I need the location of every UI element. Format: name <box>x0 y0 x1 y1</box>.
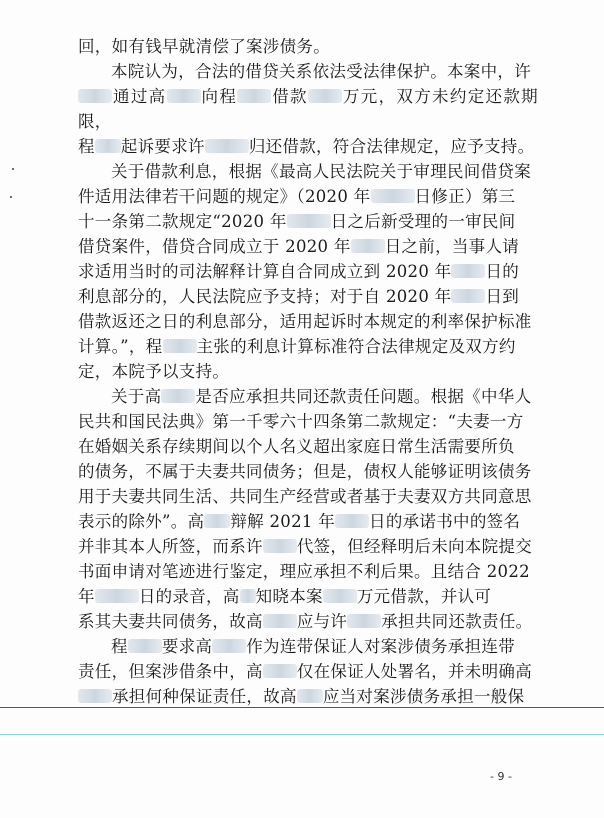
redaction-blur <box>451 264 485 278</box>
text-segment: 是否应承担共同还款责任问题。根据《中华人 <box>195 387 532 406</box>
text-segment: 辩解 2021 年 <box>230 512 336 531</box>
text-segment: 日修正）第三 <box>414 187 516 206</box>
redaction-blur <box>263 539 297 553</box>
text-line <box>78 634 538 659</box>
redaction-blur <box>371 189 415 203</box>
text-line <box>78 184 538 209</box>
redaction-blur <box>212 639 246 653</box>
text-segment: 用于夫妻共同生活、共同生产经营或者基于夫妻双方共同意思 <box>78 487 532 506</box>
text-line <box>78 59 538 84</box>
redaction-blur <box>95 139 121 153</box>
text-line <box>78 309 538 334</box>
text-segment: 日的 <box>485 262 520 281</box>
text-segment: 件适用法律若干问题的规定》（2020 年 <box>78 187 371 206</box>
judgment-text <box>78 34 538 709</box>
text-line <box>78 534 538 559</box>
redaction-blur <box>128 639 162 653</box>
scan-speck <box>10 196 12 198</box>
scan-speck <box>12 168 14 170</box>
redaction-blur <box>163 339 197 353</box>
text-segment: 仅在保证人处署名，并未明确高 <box>296 662 533 681</box>
text-segment: 系其夫妻共同债务，故高 <box>78 612 263 631</box>
text-line <box>78 334 538 359</box>
text-segment: 本院认为，合法的借贷关系依法受法律保护。本案中，许 <box>111 62 531 81</box>
text-line <box>78 584 538 609</box>
text-segment: 应与许 <box>296 612 348 631</box>
text-segment: 十一条第二款规定“2020 年 <box>78 212 287 231</box>
text-segment: 年 <box>78 587 95 606</box>
text-line <box>78 134 538 159</box>
text-line <box>78 609 538 634</box>
text-segment: 日之前，当事人请 <box>384 237 520 256</box>
text-segment: 通过高 <box>112 87 167 106</box>
redaction-blur <box>263 614 297 628</box>
text-segment: 日到 <box>485 287 520 306</box>
redaction-blur <box>335 514 369 528</box>
redaction-blur <box>323 589 357 603</box>
text-line <box>78 409 538 434</box>
text-segment: 知晓本案 <box>255 587 323 606</box>
text-segment: 作为连带保证人对案涉债务承担连带 <box>246 637 516 656</box>
redaction-blur <box>287 214 331 228</box>
text-line <box>78 434 538 459</box>
redaction-blur <box>167 89 201 103</box>
text-line <box>78 659 538 684</box>
text-segment: 求适用当时的司法解释计算自合同成立到 2020 年 <box>78 262 452 281</box>
text-segment: 并非其本人所签，而系许 <box>78 537 263 556</box>
redaction-blur <box>347 614 381 628</box>
text-segment: 关于高 <box>111 387 162 406</box>
text-segment: 借款 <box>271 87 308 106</box>
redaction-blur <box>351 239 385 253</box>
text-segment: 书面申请对笔迹进行鉴定，理应承担不利后果。且结合 2022 <box>78 562 530 581</box>
text-segment: 承担何种保证责任，故高 <box>112 687 297 706</box>
text-segment: 定，本院予以支持。 <box>78 362 230 381</box>
text-segment: 主张的利息计算标准符合法律规定及双方约 <box>196 337 516 356</box>
text-segment: 计算。”，程 <box>78 337 163 356</box>
redaction-blur <box>78 89 112 103</box>
redaction-blur <box>78 689 112 703</box>
text-segment: 日之后新受理的一审民间 <box>330 212 516 231</box>
text-line <box>78 684 538 709</box>
text-segment: 借款返还之日的利息部分，适用起诉时本规定的利率保护标准 <box>78 312 532 331</box>
text-line <box>78 484 538 509</box>
text-segment: 关于借款利息，根据《最高人民法院关于审理民间借贷案 <box>111 162 531 181</box>
redaction-blur <box>308 89 342 103</box>
scan-seam-line <box>0 707 604 708</box>
text-segment: 日的录音，高 <box>138 587 240 606</box>
text-segment: 借贷案件，借贷合同成立于 2020 年 <box>78 237 351 256</box>
text-segment: 在婚姻关系存续期间以个人名义超出家庭日常生活需要所负 <box>78 437 515 456</box>
text-segment: 日的承诺书中的签名 <box>369 512 521 531</box>
redaction-blur <box>161 389 195 403</box>
text-segment: 应当对案涉债务承担一般保 <box>322 687 525 706</box>
text-line <box>78 459 538 484</box>
redaction-blur <box>263 664 297 678</box>
text-segment: 起诉要求许 <box>120 137 205 156</box>
text-segment: 万元借款，并认可 <box>356 587 492 606</box>
text-segment: 代签，但经释明后未向本院提交 <box>296 537 533 556</box>
text-segment: 利息部分的，人民法院应予支持；对于自 2020 年 <box>78 287 452 306</box>
page-number: - 9 - <box>490 770 512 783</box>
redaction-blur <box>297 689 323 703</box>
text-line <box>78 284 538 309</box>
text-line <box>78 509 538 534</box>
redaction-blur <box>95 589 139 603</box>
text-segment: 的债务，不属于夫妻共同债务；但是，债权人能够证明该债务 <box>78 462 532 481</box>
text-segment: 万元，双方未约定还款期限， <box>78 87 538 131</box>
text-line <box>78 34 538 59</box>
text-segment: 要求高 <box>161 637 213 656</box>
text-segment: 向程 <box>200 87 238 106</box>
text-line <box>78 159 538 184</box>
text-line <box>78 559 538 584</box>
redaction-blur <box>205 139 249 153</box>
redaction-blur <box>237 89 271 103</box>
text-line <box>78 259 538 284</box>
text-segment: 程 <box>78 137 95 156</box>
redaction-blur <box>204 514 230 528</box>
text-line <box>78 84 538 134</box>
text-line <box>78 359 538 384</box>
redaction-blur <box>240 589 256 603</box>
text-line <box>78 234 538 259</box>
text-segment: 归还借款，符合法律规定，应予支持。 <box>248 137 535 156</box>
text-segment: 责任，但案涉借条中，高 <box>78 662 263 681</box>
text-segment: 承担共同还款责任。 <box>381 612 533 631</box>
text-segment: 民共和国民法典》第一千零六十四条第二款规定：“夫妻一方 <box>78 412 524 431</box>
redaction-blur <box>451 289 485 303</box>
text-line <box>78 384 538 409</box>
text-segment: 回，如有钱早就清偿了案涉债务。 <box>78 37 330 56</box>
text-line <box>78 209 538 234</box>
text-segment: 程 <box>111 637 128 656</box>
text-segment: 表示的除外”。高 <box>78 512 205 531</box>
scan-seam-line <box>0 734 604 735</box>
